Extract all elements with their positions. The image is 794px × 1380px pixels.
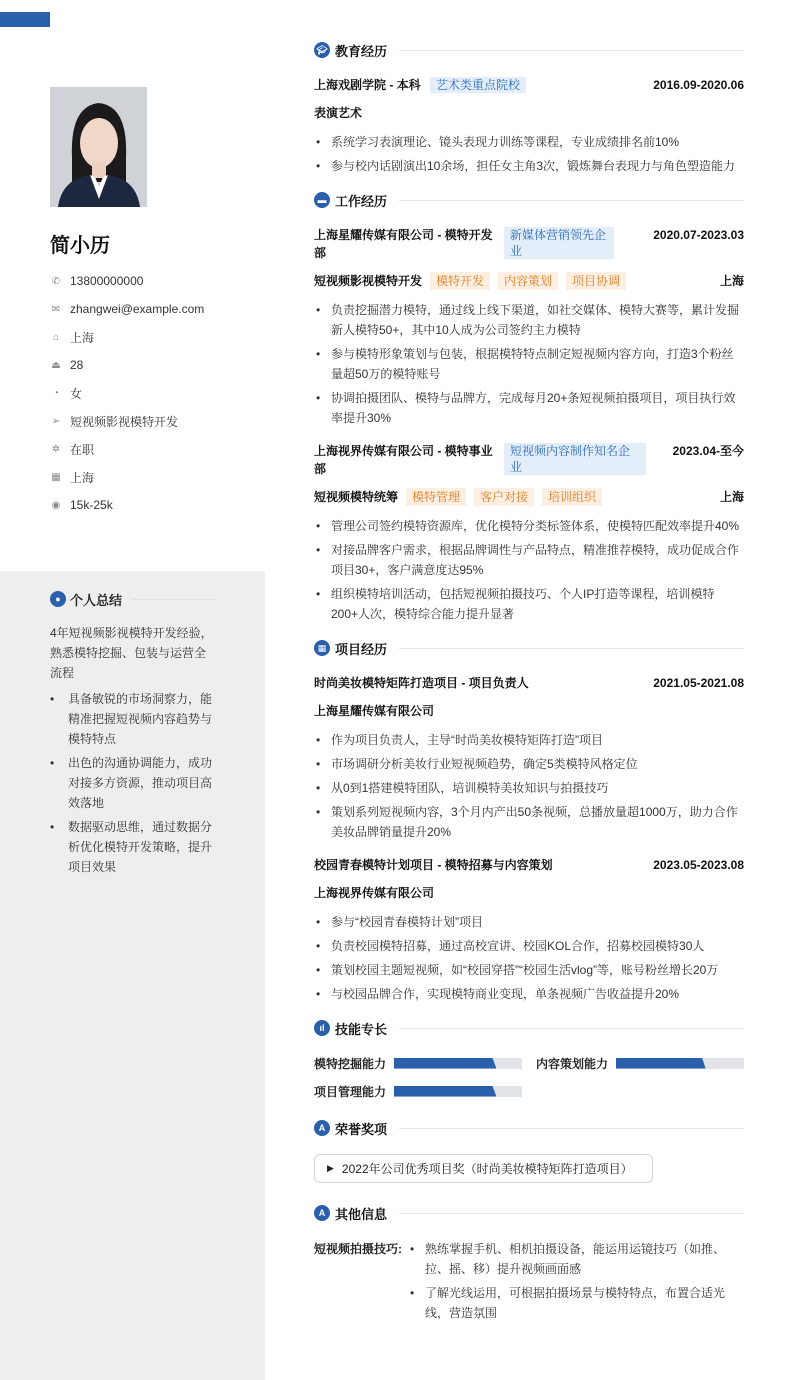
- skill-tag: 培训组织: [542, 488, 602, 506]
- list-item: [408, 1283, 744, 1323]
- contact-row: [50, 295, 250, 323]
- bullet: •: [316, 987, 321, 1001]
- other-label: 短视频拍摄技巧:: [314, 1242, 402, 1256]
- list-item-text: 参与模特形象策划与包装，根据模特特点制定短视频内容方向，打造3个粉丝量超50万的模特账号: [331, 347, 734, 381]
- list-item: [314, 984, 744, 1004]
- info-icon: A: [314, 1205, 330, 1221]
- project-name: 校园青春模特计划项目 - 模特招募与内容策划: [314, 858, 553, 872]
- work-list: [314, 226, 744, 624]
- sidebar: [0, 0, 265, 1380]
- project-company: 上海视界传媒有限公司: [314, 886, 435, 900]
- list-item: [314, 344, 744, 384]
- contact-row: [50, 267, 250, 295]
- list-item: [314, 584, 744, 624]
- work-entry: [314, 226, 744, 428]
- list-item-text: 与校园品牌合作，实现模特商业变现，单条视频广告收益提升20%: [331, 987, 680, 1001]
- bullet: •: [316, 939, 321, 953]
- list-item-text: 策划系列短视频内容，3个月内产出50条视频，总播放量超1000万，助力合作美妆品牌销量提升20%: [331, 805, 738, 839]
- contact-row: [50, 351, 250, 379]
- skill-list: [314, 1054, 744, 1100]
- company-name: 上海视界传媒有限公司 - 模特事业部: [314, 444, 493, 476]
- section-header: [314, 638, 744, 658]
- project-list: [314, 674, 744, 1004]
- list-item: [314, 300, 744, 340]
- skill-name: 模特挖掘能力: [314, 1056, 387, 1071]
- school-tag: 艺术类重点院校: [430, 77, 526, 93]
- list-item: [314, 936, 744, 956]
- project-header: [314, 674, 744, 692]
- contact-row: [50, 463, 250, 491]
- project-name: 时尚美妆模特矩阵打造项目 - 项目负责人: [314, 676, 529, 690]
- bullet: •: [316, 757, 321, 771]
- home-icon: ⌂: [52, 331, 60, 343]
- role-group: [314, 272, 626, 290]
- project-date: 2021.05-2021.08: [653, 676, 744, 690]
- list-item-text: 作为项目负责人，主导“时尚美妆模特矩阵打造”项目: [331, 733, 603, 747]
- company-name: 上海星耀传媒有限公司 - 模特开发部: [314, 228, 493, 260]
- contact-row: [50, 379, 250, 407]
- contact-list: [50, 267, 250, 519]
- bullet: •: [50, 756, 55, 770]
- education-header: [314, 76, 744, 94]
- bullet: •: [316, 587, 321, 601]
- bullet: •: [316, 519, 321, 533]
- list-item: [314, 778, 744, 798]
- contact-row: [50, 491, 250, 519]
- section-header: [314, 1118, 744, 1138]
- contact-text: 15k-25k: [70, 498, 113, 512]
- list-item: [314, 132, 744, 152]
- summary-list: [50, 689, 216, 877]
- list-item-text: 负责校园模特招募，通过高校宣讲、校园KOL合作，招募校园模特30人: [331, 939, 705, 953]
- work-entry: [314, 442, 744, 624]
- list-item-text: 市场调研分析美妆行业短视频趋势，确定5类模特风格定位: [331, 757, 638, 771]
- section-title: 项目经历: [335, 641, 388, 657]
- skill-bar-fill: [394, 1086, 496, 1097]
- award-icon: A: [314, 1120, 330, 1136]
- mail-icon: ✉: [51, 303, 61, 315]
- other-section: [314, 1203, 744, 1327]
- skill-bar: [394, 1086, 522, 1097]
- role-row: [314, 272, 744, 290]
- divider: [399, 1213, 744, 1214]
- skill-bar-fill: [616, 1058, 706, 1069]
- play-triangle-icon: ▶: [327, 1163, 334, 1173]
- contact-text: 28: [70, 358, 84, 372]
- skill-tag: 内容策划: [498, 272, 558, 290]
- divider: [399, 50, 744, 51]
- divider: [399, 1028, 744, 1029]
- bullet: •: [410, 1286, 415, 1300]
- education-date: 2016.09-2020.06: [653, 78, 744, 92]
- list-item-text: 负责挖掘潜力模特，通过线上线下渠道，如社交媒体、模特大赛等，累计发掘新人模特50+，其中10人成为公司签约主力模特: [331, 303, 740, 337]
- building-icon: ▦: [51, 471, 61, 483]
- company-group: [314, 226, 614, 262]
- list-item-text: 数据驱动思维，通过数据分析优化模特开发策略，提升项目效果: [68, 820, 213, 874]
- list-item-text: 策划校园主题短视频，如“校园穿搭”“校园生活vlog”等，账号粉丝增长20万: [331, 963, 719, 977]
- gender-icon: ◔: [52, 387, 60, 399]
- section-title: 荣誉奖项: [335, 1121, 388, 1137]
- list-item: [50, 689, 216, 749]
- contact-text: 短视频影视模特开发: [70, 414, 179, 429]
- contact-row: [50, 323, 250, 351]
- bullet: •: [316, 347, 321, 361]
- list-item-text: 对接品牌客户需求，根据品牌调性与产品特点，精准推荐模特，成功促成合作项目30+，客户满意度达95%: [331, 543, 740, 577]
- skill-tag: 客户对接: [474, 488, 534, 506]
- role-title: 短视频影视模特开发: [314, 274, 423, 288]
- work-section: [314, 190, 744, 624]
- contact-row: [50, 407, 250, 435]
- bullet: •: [316, 915, 321, 929]
- bullet: •: [316, 781, 321, 795]
- section-title: 其他信息: [335, 1206, 388, 1222]
- list-item: [314, 912, 744, 932]
- major: 表演艺术: [314, 106, 363, 120]
- salary-icon: ◉: [51, 499, 61, 511]
- bullet: •: [50, 692, 55, 706]
- role-group: [314, 488, 602, 506]
- bullet: •: [316, 543, 321, 557]
- skill-tag: 模特管理: [406, 488, 466, 506]
- skill-bar: [394, 1058, 522, 1069]
- list-item: [314, 754, 744, 774]
- work-location: 上海: [719, 274, 744, 288]
- divider: [399, 1128, 744, 1129]
- profile-photo: [50, 87, 147, 207]
- grid-icon: ▦: [314, 640, 330, 656]
- contact-text: 在职: [70, 442, 95, 457]
- work-header: [314, 226, 744, 262]
- user-icon: ●: [50, 591, 66, 607]
- summary-intro: 4年短视频影视模特开发经验，熟悉模特挖掘、包装与运营全流程: [50, 626, 213, 680]
- list-item-text: 管理公司签约模特资源库，优化模特分类标签体系，使模特匹配效率提升40%: [331, 519, 740, 533]
- project-header: [314, 856, 744, 874]
- main-content: [314, 40, 744, 1327]
- skill-tag: 模特开发: [430, 272, 490, 290]
- education-section: [314, 40, 744, 176]
- skill-item: [314, 1054, 522, 1072]
- bullet: •: [316, 303, 321, 317]
- section-title: 技能专长: [335, 1021, 388, 1037]
- bullet: •: [316, 135, 321, 149]
- list-item-text: 从0到1搭建模特团队，培训模特美妆知识与拍摄技巧: [331, 781, 609, 795]
- summary-section: [50, 589, 216, 881]
- bullet: •: [410, 1242, 415, 1256]
- age-icon: ⏏: [51, 359, 61, 371]
- award-item[interactable]: [314, 1154, 653, 1183]
- list-item: [314, 960, 744, 980]
- contact-text: 上海: [70, 330, 95, 345]
- section-header: [314, 40, 744, 60]
- skill-tag: 项目协调: [566, 272, 626, 290]
- skill-item: [536, 1054, 744, 1072]
- list-item-text: 具备敏锐的市场洞察力，能精准把握短视频内容趋势与模特特点: [68, 692, 213, 746]
- section-header: [314, 1203, 744, 1223]
- divider: [399, 200, 744, 201]
- contact-text: zhangwei@example.com: [70, 302, 205, 316]
- briefcase-icon: ▬: [314, 192, 330, 208]
- skill-item: [314, 1082, 522, 1100]
- bullet: •: [316, 159, 321, 173]
- list-item: [408, 1239, 744, 1279]
- project-entry: [314, 856, 744, 1004]
- graduation-cap-icon: 🎓︎: [314, 42, 330, 58]
- bullet: •: [316, 805, 321, 819]
- skill-name: 项目管理能力: [314, 1084, 387, 1099]
- list-item-text: 参与“校园青春模特计划”项目: [331, 915, 483, 929]
- skill-bar: [616, 1058, 744, 1069]
- divider: [132, 599, 216, 600]
- project-section: [314, 638, 744, 1004]
- bullet: •: [316, 391, 321, 405]
- section-header: [314, 1018, 744, 1038]
- list-item-text: 出色的沟通协调能力，成功对接多方资源，推动项目高效落地: [68, 756, 213, 810]
- skills-section: [314, 1018, 744, 1100]
- divider: [399, 648, 744, 649]
- list-item: [314, 388, 744, 428]
- school-name: 上海戏剧学院 - 本科: [314, 78, 421, 92]
- list-item: [314, 730, 744, 750]
- work-location: 上海: [719, 490, 744, 504]
- list-item-text: 熟练掌握手机、相机拍摄设备，能运用运镜技巧（如推、拉、摇、移）提升视频画面感: [425, 1242, 726, 1276]
- skill-bar-fill: [394, 1058, 496, 1069]
- role-title: 短视频模特统筹: [314, 490, 399, 504]
- company-group: [314, 442, 646, 478]
- phone-icon: ✆: [51, 275, 61, 287]
- status-icon: ✲: [51, 443, 61, 455]
- section-header: [314, 190, 744, 210]
- list-item: [314, 540, 744, 580]
- section-title: 工作经历: [335, 193, 388, 209]
- education-list: [314, 132, 744, 176]
- company-tag: 短视频内容制作知名企业: [504, 443, 646, 475]
- contact-text: 上海: [70, 470, 95, 485]
- list-item-text: 系统学习表演理论、镜头表现力训练等课程，专业成绩排名前10%: [331, 135, 680, 149]
- list-item: [314, 802, 744, 842]
- award-text: 2022年公司优秀项目奖（时尚美妆模特矩阵打造项目）: [341, 1162, 633, 1176]
- list-item: [50, 753, 216, 813]
- role-row: [314, 488, 744, 506]
- work-date: 2023.04-至今: [672, 444, 744, 458]
- list-item-text: 参与校内话剧演出10余场，担任女主角3次，锻炼舞台表现力与角色塑造能力: [331, 159, 736, 173]
- list-item: [314, 156, 744, 176]
- other-list: [408, 1239, 744, 1327]
- project-entry: [314, 674, 744, 842]
- other-info: [314, 1239, 744, 1327]
- project-date: 2023.05-2023.08: [653, 858, 744, 872]
- contact-text: 女: [70, 386, 83, 401]
- bullet: •: [316, 963, 321, 977]
- accent-bar: [0, 12, 50, 27]
- company-tag: 新媒体营销领先企业: [504, 227, 614, 259]
- skill-name: 内容策划能力: [536, 1056, 609, 1071]
- section-title: 教育经历: [335, 43, 388, 59]
- list-item-text: 组织模特培训活动，包括短视频拍摄技巧、个人IP打造等课程，培训模特200+人次，模特综合能力提升显著: [331, 587, 715, 621]
- bar-chart-icon: ıl: [314, 1020, 330, 1036]
- contact-row: [50, 435, 250, 463]
- send-icon: ➢: [51, 415, 61, 427]
- contact-text: 13800000000: [70, 274, 144, 288]
- summary-header: [50, 589, 216, 609]
- list-item-text: 协调拍摄团队、模特与品牌方，完成每月20+条短视频拍摄项目，项目执行效率提升30%: [331, 391, 736, 425]
- list-item-text: 了解光线运用，可根据拍摄场景与模特特点，布置合适光线，营造氛围: [425, 1286, 726, 1320]
- candidate-name: 简小历: [50, 235, 110, 257]
- section-title: 个人总结: [70, 592, 123, 608]
- list-item: [314, 516, 744, 536]
- honors-section: [314, 1118, 744, 1203]
- work-header: [314, 442, 744, 478]
- list-item: [50, 817, 216, 877]
- work-date: 2020.07-2023.03: [653, 228, 744, 242]
- bullet: •: [50, 820, 55, 834]
- project-company: 上海星耀传媒有限公司: [314, 704, 435, 718]
- bullet: •: [316, 733, 321, 747]
